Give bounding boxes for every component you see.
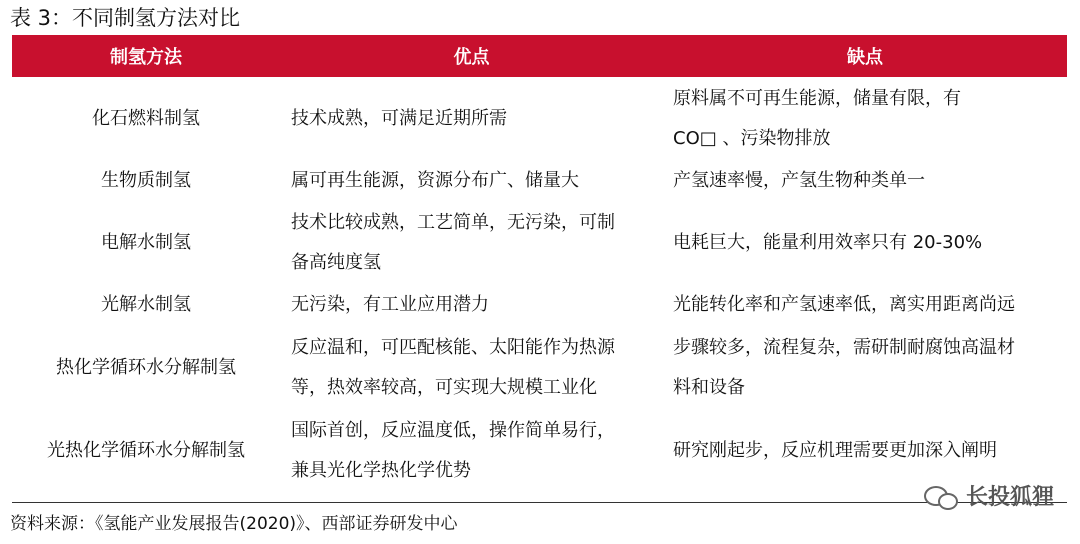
pros-line: 反应温和，可匹配核能、太阳能作为热源 [291,336,615,358]
pros-cell [280,77,663,160]
pros-line: 技术比较成熟，工艺简单，无污染，可制 [291,211,615,233]
table-row [12,284,1067,326]
pros-line: 兼具光化学热化学优势 [291,460,471,481]
table-row [12,201,1067,284]
method-cell: 化石燃料制氢 [92,107,200,129]
cons-line: 步骤较多，流程复杂，需研制耐腐蚀高温材 [673,336,1015,358]
pros-cell [280,326,663,409]
cons-cell [663,77,1067,160]
pros-cell [280,160,663,201]
comparison-table [12,35,1067,493]
pros-cell [280,284,663,326]
method-cell: 电解水制氢 [101,231,191,253]
header-pros: 优点 [453,47,490,68]
method-cell: 光解水制氢 [101,294,191,315]
cons-line: 电耗巨大，能量利用效率只有 20-30% [673,231,983,253]
source-note: 资料来源：《氢能产业发展报告(2020)》、西部证券研发中心 [10,514,458,534]
table-row [12,160,1067,201]
watermark [924,480,1054,511]
pros-line: 无污染，有工业应用潜力 [291,294,489,315]
cons-cell [663,326,1067,409]
cons-line: 产氢速率慢，产氢生物种类单一 [673,169,925,191]
pros-cell [280,409,663,493]
cons-line: 光能转化率和产氢速率低，离实用距离尚远 [673,294,1015,315]
table-header [12,35,1067,77]
table-row [12,409,1067,493]
table-title: 表 3：不同制氢方法对比 [10,6,241,30]
method-cell: 热化学循环水分解制氢 [56,356,236,378]
table-row [12,77,1067,160]
cons-cell [663,284,1067,326]
cons-line: 原料属不可再生能源，储量有限，有 [673,87,961,109]
table-row [12,326,1067,409]
table-bottom-rule [12,502,1067,503]
cons-line: 料和设备 [673,376,745,398]
cons-cell [663,160,1067,201]
pros-cell [280,201,663,284]
header-cons: 缺点 [847,47,883,68]
pros-line: 技术成熟，可满足近期所需 [291,107,507,129]
method-cell: 生物质制氢 [101,169,191,191]
cons-line: 研究刚起步，反应机理需要更加深入阐明 [673,440,997,461]
pros-line: 备高纯度氢 [291,251,381,273]
cons-line: CO□ 、污染物排放 [673,127,831,149]
wechat-icon [924,484,958,508]
pros-line: 国际首创，反应温度低，操作简单易行， [291,420,615,441]
cons-cell [663,201,1067,284]
watermark-text: 长投狐狸 [965,485,1054,510]
pros-line: 等，热效率较高，可实现大规模工业化 [291,376,597,398]
method-cell: 光热化学循环水分解制氢 [47,440,245,461]
pros-line: 属可再生能源，资源分布广、储量大 [291,169,579,191]
header-method: 制氢方法 [110,47,182,68]
